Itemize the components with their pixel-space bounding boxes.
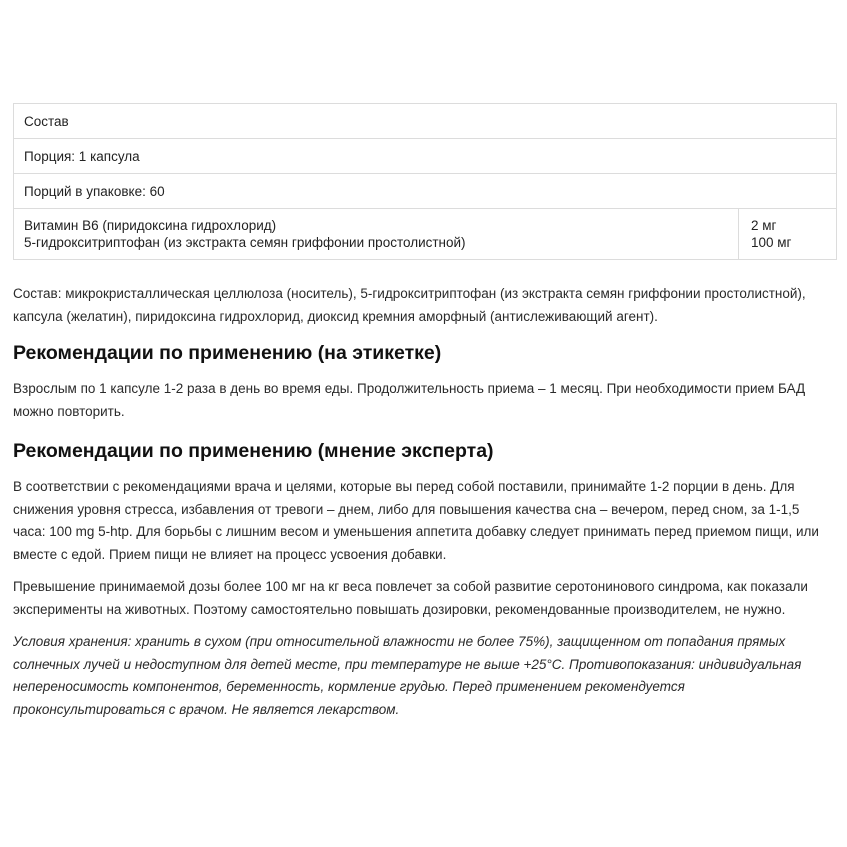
- table-cell-header: Состав: [14, 104, 837, 139]
- nutrient-names-cell: [14, 209, 739, 260]
- nutrient-name: Витамин В6 (пиридоксина гидрохлорид): [24, 218, 277, 233]
- table-cell-serving-size: Порция: 1 капсула: [14, 139, 837, 174]
- label-usage-text: Взрослым по 1 капсуле 1-2 раза в день во время еды. Продолжительность приема – 1 месяц. При необходимости прием БАД можно повторить.: [13, 381, 806, 419]
- nutrient-amount: 100 мг: [751, 235, 792, 250]
- table-cell-servings-per-container: Порций в упаковке: 60: [14, 174, 837, 209]
- nutrient-name: 5-гидрокситриптофан (из экстракта семян гриффонии простолистной): [24, 235, 466, 250]
- table-row-servings-per-container: [14, 174, 837, 209]
- label-usage-heading: Рекомендации по применению (на этикетке): [13, 342, 442, 364]
- storage-conditions-text: Условия хранения: хранить в сухом (при относительной влажности не более 75%), защищенном от попадания прямых солнечных лучей и недоступном для детей месте, при температуре не выше +25°С. Противопоказания: индивидуальная непереносимость компонентов, беременность, кормление грудью. Перед применением рекомендуется проконсультироваться с врачом. Не является лекарством.: [13, 634, 802, 717]
- supplement-facts-table: [13, 103, 837, 260]
- table-row-serving-size: [14, 139, 837, 174]
- nutrient-amount: 2 мг: [751, 218, 777, 233]
- expert-usage-heading: Рекомендации по применению (мнение эксперта): [13, 440, 494, 462]
- expert-usage-paragraph: В соответствии с рекомендациями врача и целями, которые вы перед собой поставили, принимайте 1-2 порции в день. Для снижения уровня стресса, избавления от тревоги – днем, либо для повышения качества сна – вечером, перед сном, за 1-1,5 часа: 100 mg 5-htp. Для борьбы с лишним весом и уменьшения аппетита добавку следует принимать перед приемом пищи, или вместе с едой. Прием пищи не влияет на процесс усвоения добавки.: [13, 479, 819, 562]
- nutrient-amounts-cell: [739, 209, 837, 260]
- table-row-header: [14, 104, 837, 139]
- description-content: [13, 283, 833, 721]
- composition-text: Состав: микрокристаллическая целлюлоза (носитель), 5-гидрокситриптофан (из экстракта семян гриффонии простолистной), капсула (желатин), пиридоксина гидрохлорид, диоксид кремния аморфный (антислеживающий агент).: [13, 286, 806, 324]
- table-row-nutrients: [14, 209, 837, 260]
- expert-warning-paragraph: Превышение принимаемой дозы более 100 мг на кг веса повлечет за собой развитие серотонинового синдрома, как показали эксперименты на животных. Поэтому самостоятельно повышать дозировки, рекомендованные производителем, не нужно.: [13, 579, 808, 617]
